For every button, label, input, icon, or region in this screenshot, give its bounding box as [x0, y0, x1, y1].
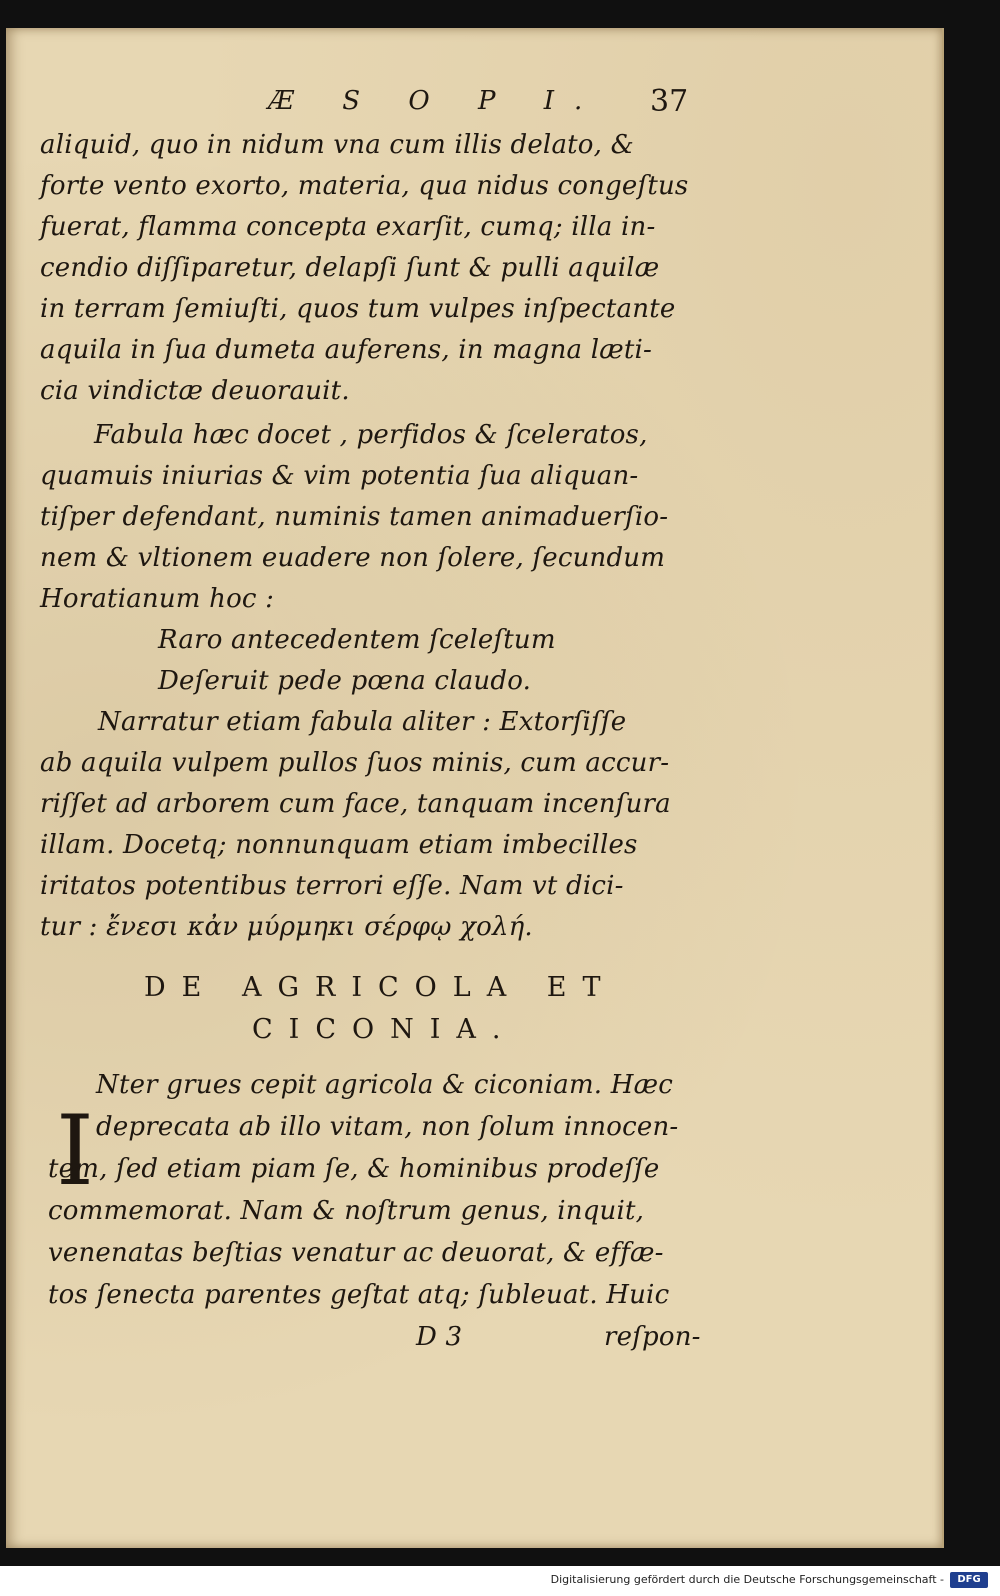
text-line: tiſper defendant, numinis tamen animaduerſio- [40, 502, 669, 532]
text-line: tur : ἔνεσι κἀν μύρμηκι σέρφῳ χολή. [40, 912, 533, 942]
dfg-logo: DFG [950, 1572, 988, 1588]
text-line: nem & vltionem euadere non ſolere, ſecundum [40, 543, 666, 573]
text-line: aquila in ſua dumeta auferens, in magna læti- [40, 335, 653, 365]
book-page [6, 28, 944, 1548]
text-line: illam. Docetq; nonnunquam etiam imbecilles [40, 830, 638, 860]
text-line: Narratur etiam fabula aliter : Extorſiſſe [98, 707, 627, 737]
running-title: Æ S O P I. [268, 86, 603, 116]
text-line: deprecata ab illo vitam, non ſolum innocen- [96, 1112, 679, 1142]
text-line: commemorat. Nam & noſtrum genus, inquit, [48, 1196, 645, 1226]
text-line: quamuis iniurias & vim potentia ſua aliquan- [40, 461, 639, 491]
text-line: aliquid, quo in nidum vna cum illis delato, & [40, 130, 634, 160]
text-line: cendio diſſiparetur, delapſi ſunt & pulli aquilæ [40, 253, 660, 283]
drop-cap: I [56, 1095, 94, 1207]
text-line: Fabula hæc docet , perfidos & ſceleratos, [94, 420, 648, 450]
text-line: in terram ſemiuſti, quos tum vulpes inſpectante [40, 294, 676, 324]
section-title-line-1: DE AGRICOLA ET [144, 972, 617, 1003]
text-line: Nter grues cepit agricola & ciconiam. Hæc [96, 1070, 674, 1100]
catchword: reſpon- [604, 1322, 701, 1352]
page-number: 37 [650, 84, 689, 119]
signature-mark: D 3 [416, 1322, 463, 1352]
verse-line: Deſeruit pede pœna claudo. [158, 666, 532, 696]
text-line: cia vindictæ deuorauit. [40, 376, 350, 406]
text-line: Horatianum hoc : [40, 584, 275, 614]
text-line: riſſet ad arborem cum face, tanquam incenſura [40, 789, 671, 819]
digitization-footer [0, 1566, 1000, 1596]
funding-credit: Digitalisierung gefördert durch die Deutsche Forschungsgemeinschaft - [550, 1573, 944, 1586]
text-line: iritatos potentibus terrori eſſe. Nam vt dici- [40, 871, 624, 901]
text-line: ab aquila vulpem pullos ſuos minis, cum accur- [40, 748, 670, 778]
text-line: tos ſenecta parentes geſtat atq; ſubleuat. Huic [48, 1280, 670, 1310]
text-line: tem, ſed etiam piam ſe, & hominibus prodeſſe [48, 1154, 660, 1184]
text-line: fuerat, flamma concepta exarſit, cumq; illa in- [40, 212, 656, 242]
section-title-line-2: CICONIA. [252, 1014, 517, 1045]
verse-line: Raro antecedentem ſceleſtum [158, 625, 556, 655]
text-line: venenatas beſtias venatur ac deuorat, & effæ- [48, 1238, 664, 1268]
text-line: forte vento exorto, materia, qua nidus congeſtus [40, 171, 689, 201]
